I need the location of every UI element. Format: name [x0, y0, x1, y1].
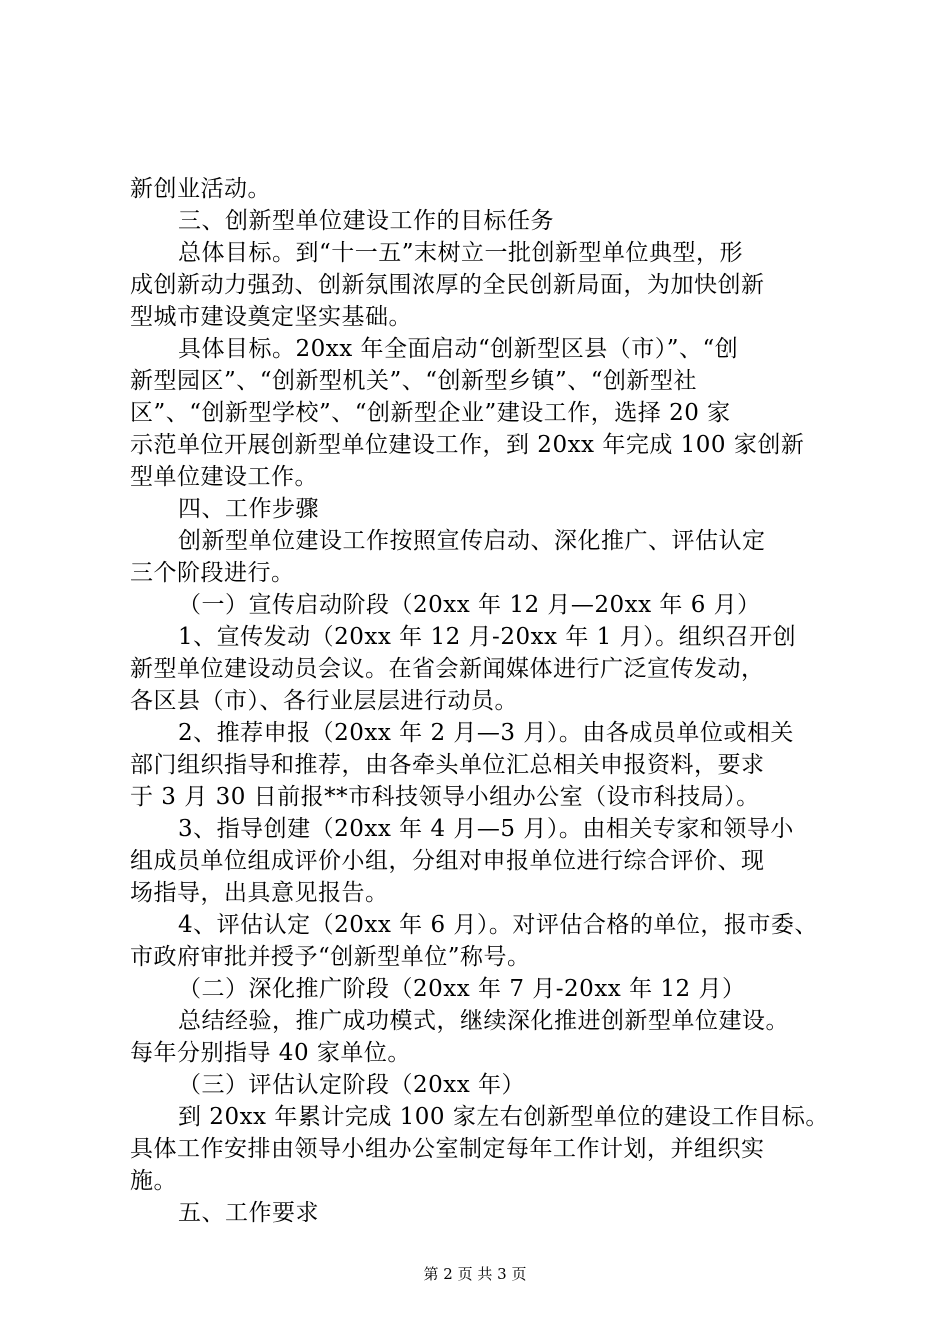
text-line: 区”、“创新型学校”、“创新型企业”建设工作，选择 20 家	[130, 400, 731, 426]
text-line: 部门组织指导和推荐，由各牵头单位汇总相关申报资料，要求	[130, 752, 765, 778]
text-line: 3、指导创建（20xx 年 4 月—5 月）。由相关专家和领导小	[178, 816, 794, 842]
text-line: 每年分别指导 40 家单位。	[130, 1040, 411, 1066]
subsection-heading: （三）评估认定阶段（20xx 年）	[178, 1072, 526, 1098]
text-line: 新型园区”、“创新型机关”、“创新型乡镇”、“创新型社	[130, 368, 698, 394]
text-line: 市政府审批并授予“创新型单位”称号。	[130, 944, 531, 970]
subsection-heading: （一）宣传启动阶段（20xx 年 12 月—20xx 年 6 月）	[178, 592, 761, 618]
text-line: 三个阶段进行。	[130, 560, 295, 586]
text-line: 具体目标。20xx 年全面启动“创新型区县（市）”、“创	[178, 336, 739, 362]
text-line: 各区县（市）、各行业层层进行动员。	[130, 688, 518, 714]
text-line: 2、推荐申报（20xx 年 2 月—3 月）。由各成员单位或相关	[178, 720, 794, 746]
text-line: 到 20xx 年累计完成 100 家左右创新型单位的建设工作目标。	[178, 1104, 829, 1130]
section-heading: 三、创新型单位建设工作的目标任务	[178, 208, 554, 234]
subsection-heading: （二）深化推广阶段（20xx 年 7 月-20xx 年 12 月）	[178, 976, 746, 1002]
text-line: 新型单位建设动员会议。在省会新闻媒体进行广泛宣传发动，	[130, 656, 765, 682]
text-line: 组成员单位组成评价小组，分组对申报单位进行综合评价、现	[130, 848, 765, 874]
text-line: 成创新动力强劲、创新氛围浓厚的全民创新局面，为加快创新	[130, 272, 765, 298]
text-line: 场指导，出具意见报告。	[130, 880, 389, 906]
text-line: 总结经验，推广成功模式，继续深化推进创新型单位建设。	[178, 1008, 789, 1034]
text-line: 型单位建设工作。	[130, 464, 318, 490]
text-line: 于 3 月 30 日前报**市科技领导小组办公室（设市科技局）。	[130, 784, 760, 810]
page-number-footer: 第 2 页 共 3 页	[423, 1265, 527, 1283]
text-line: 型城市建设奠定坚实基础。	[130, 304, 412, 330]
text-line: 创新型单位建设工作按照宣传启动、深化推广、评估认定	[178, 528, 766, 554]
text-line: 具体工作安排由领导小组办公室制定每年工作计划，并组织实	[130, 1136, 765, 1162]
text-line: 1、宣传发动（20xx 年 12 月-20xx 年 1 月）。组织召开创	[178, 624, 797, 650]
text-line: 新创业活动。	[130, 176, 271, 202]
section-heading: 五、工作要求	[178, 1200, 319, 1226]
text-line: 示范单位开展创新型单位建设工作，到 20xx 年完成 100 家创新	[130, 432, 805, 458]
text-line: 总体目标。到“十一五”末树立一批创新型单位典型，形	[178, 240, 744, 266]
text-line: 4、评估认定（20xx 年 6 月）。对评估合格的单位，报市委、	[178, 912, 818, 938]
section-heading: 四、工作步骤	[178, 496, 319, 522]
text-line: 施。	[130, 1168, 177, 1194]
